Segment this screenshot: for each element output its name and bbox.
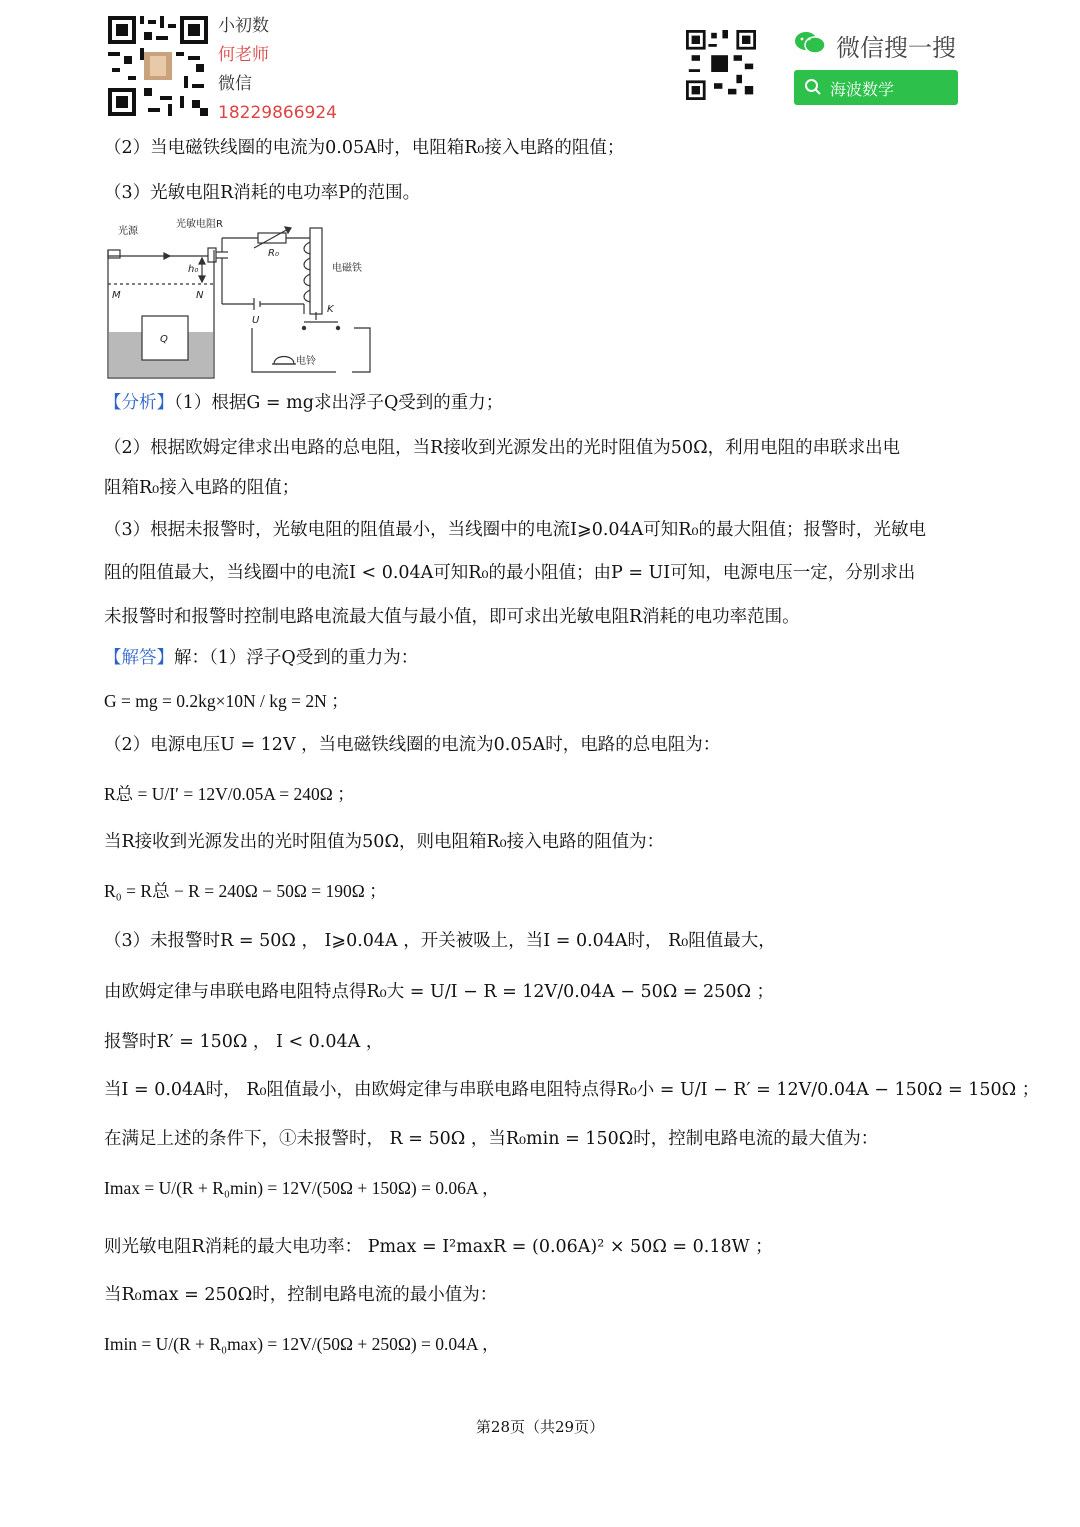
solution-tag: 【解答】 — [104, 648, 174, 668]
solution-l6: R₀ = R总 − R = 240Ω − 50Ω = 190Ω ； — [104, 881, 387, 901]
solution-l7: （3）未报警时R = 50Ω ， I⩾0.04A ，开关被吸上，当I = 0.04A时， R₀阻值最大， — [104, 931, 776, 951]
label-k: K — [327, 304, 334, 315]
analysis-p3c: 未报警时和报警时控制电路电流最大值与最小值，即可求出光敏电阻R消耗的电功率范围。 — [104, 607, 800, 627]
analysis-tag: 【分析】 — [104, 393, 174, 413]
label-r0: R₀ — [268, 248, 279, 259]
solution-l1-text: 解：（1）浮子Q受到的重力为： — [174, 648, 419, 668]
label-photoresistor: 光敏电阻R — [176, 219, 223, 230]
analysis-p3b: 阻的阻值最大，当线圈中的电流I < 0.04A可知R₀的最小阻值；由P = UI可知，电源电压一定，分别求出 — [104, 563, 916, 583]
wechat-icon — [794, 30, 826, 56]
solution-l5: 当R接收到光源发出的光时阻值为50Ω，则电阻箱R₀接入电路的阻值为： — [104, 832, 665, 852]
label-m: M — [112, 290, 121, 301]
label-bell: 电铃 — [296, 356, 316, 367]
analysis-p1-text: （1）根据G = mg求出浮子Q受到的重力； — [174, 393, 504, 413]
label-h0: h₀ — [188, 264, 199, 275]
solution-l13: 则光敏电阻R消耗的最大电功率： Pmax = I²maxR = (0.06A)² × 50Ω = 0.18W ； — [104, 1237, 773, 1257]
circuit-figure — [104, 214, 376, 384]
problem-q3: （3）光敏电阻R消耗的电功率P的范围。 — [104, 183, 421, 203]
solution-l11: 在满足上述的条件下，①未报警时， R = 50Ω ，当R₀min = 150Ω时，控制电路电流的最大值为： — [104, 1129, 879, 1149]
solution-l9: 报警时R′ = 150Ω ， I < 0.04A ， — [104, 1032, 384, 1052]
search-icon — [804, 78, 822, 100]
page-number: 第28页（共29页） — [475, 1418, 605, 1436]
wechat-search-label: 微信搜一搜 — [836, 34, 956, 62]
solution-l12: Imax = U/(R + R₀min) = 12V/(50Ω + 150Ω) = 0.06A ， — [104, 1178, 500, 1198]
handwritten-line-1: 小初数 — [218, 16, 269, 36]
account-qr-code — [686, 30, 756, 100]
solution-l8: 由欧姆定律与串联电路电阻特点得R₀大 = U/I − R = 12V/0.04A − 50Ω = 250Ω ； — [104, 982, 775, 1002]
wechat-search-button[interactable] — [794, 70, 958, 105]
analysis-p2a: （2）根据欧姆定律求出电路的总电阻，当R接收到光源发出的光时阻值为50Ω，利用电阻的串联求出电 — [104, 438, 901, 458]
solution-l10: 当I = 0.04A时， R₀阻值最小，由欧姆定律与串联电路电阻特点得R₀小 = U/I − R′ = 12V/0.04A − 150Ω = 150Ω ； — [104, 1080, 1040, 1100]
solution-l3: （2）电源电压U = 12V ，当电磁铁线圈的电流为0.05A时，电路的总电阻为： — [104, 735, 721, 755]
label-n: N — [196, 290, 204, 301]
handwritten-teacher-name: 何老师 — [218, 45, 269, 65]
handwritten-line-3: 微信 — [218, 74, 252, 94]
solution-l4: R总 = U/I′ = 12V/0.05A = 240Ω ； — [104, 784, 355, 804]
label-q: Q — [160, 334, 168, 345]
analysis-p3a: （3）根据未报警时，光敏电阻的阻值最小，当线圈中的电流I⩾0.04A可知R₀的最大阻值；报警时，光敏电 — [104, 520, 927, 540]
handwritten-phone: 18229866924 — [218, 103, 337, 123]
solution-l1 — [104, 646, 418, 670]
analysis-p2b: 阻箱R₀接入电路的阻值； — [104, 478, 300, 498]
teacher-qr-code — [108, 16, 208, 116]
label-electromagnet: 电磁铁 — [332, 263, 362, 274]
problem-q2: （2）当电磁铁线圈的电流为0.05A时，电阻箱R₀接入电路的阻值； — [104, 138, 625, 158]
label-light-source: 光源 — [118, 226, 138, 237]
label-u: U — [252, 315, 260, 326]
wechat-account-name: 海波数学 — [830, 80, 895, 99]
solution-l14: 当R₀max = 250Ω时，控制电路电流的最小值为： — [104, 1285, 498, 1305]
solution-l15: Imin = U/(R + R₀max) = 12V/(50Ω + 250Ω) = 0.04A ， — [104, 1334, 500, 1354]
analysis-p1 — [104, 391, 503, 415]
solution-l2: G = mg = 0.2kg×10N / kg = 2N ； — [104, 691, 349, 711]
